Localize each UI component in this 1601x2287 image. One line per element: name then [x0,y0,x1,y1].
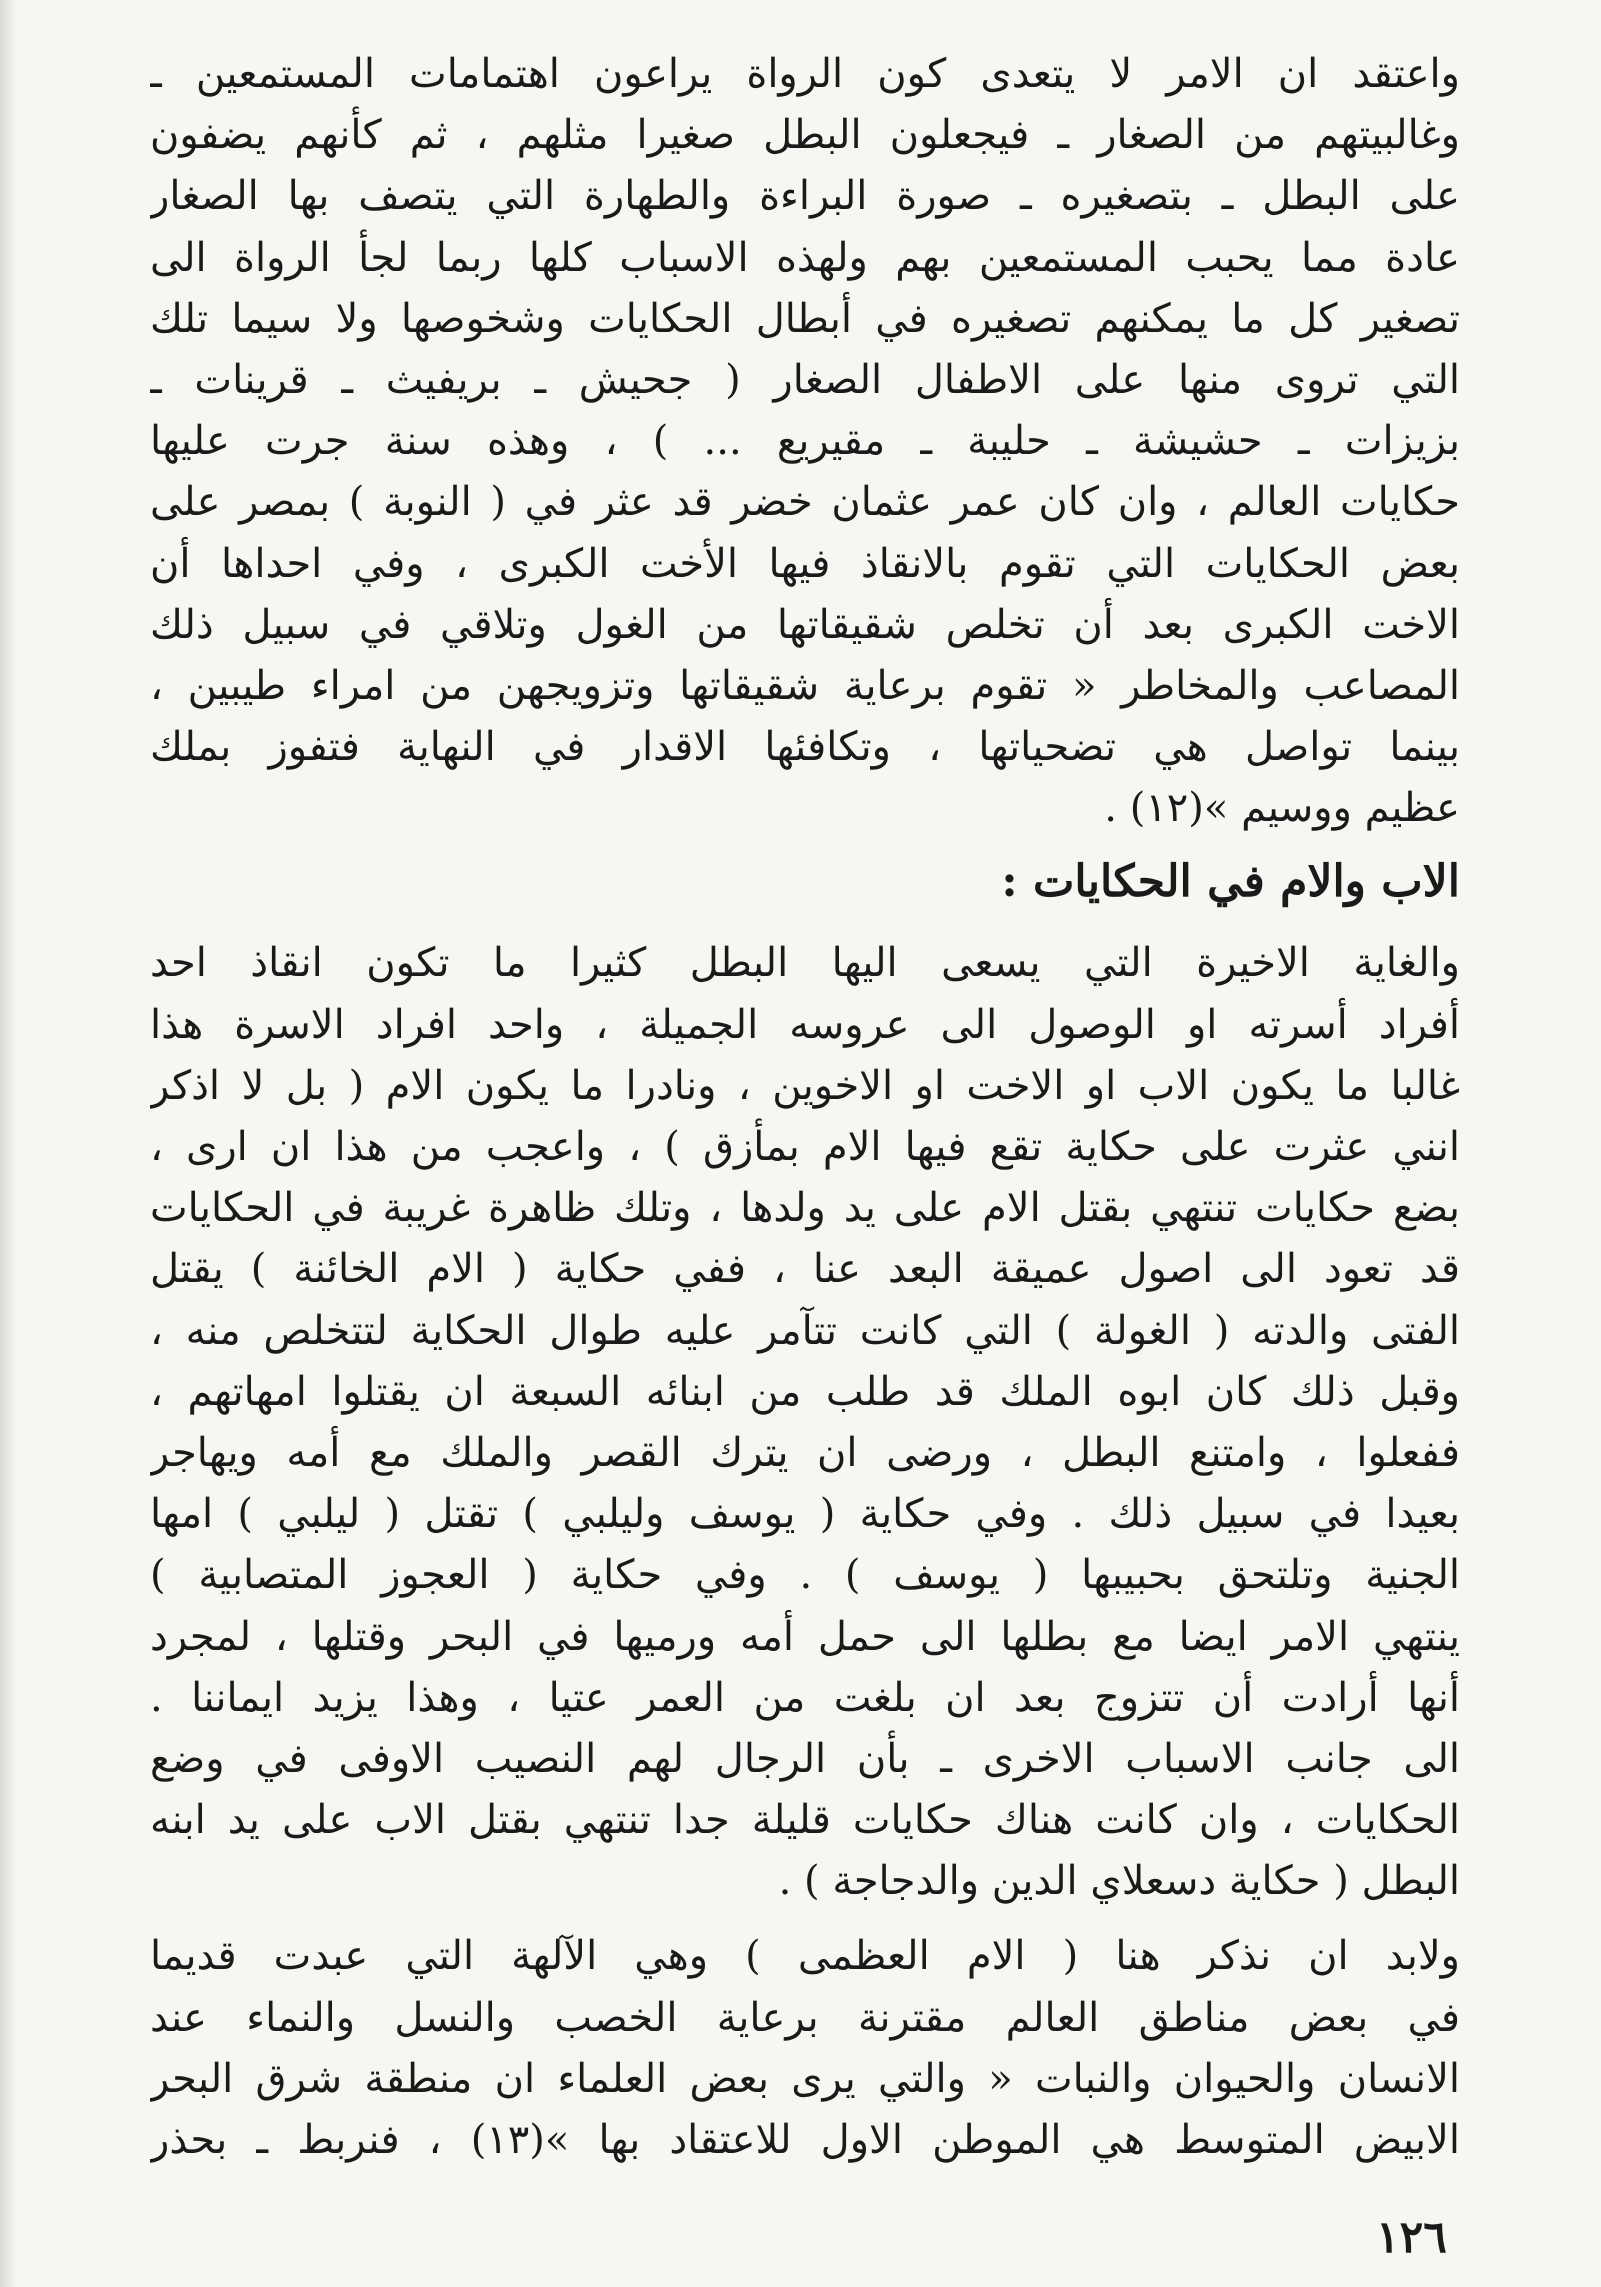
text-line: تصغير كل ما يمكنهم تصغيره في أبطال الحكايات وشخوصها ولا سيما تلك [150,295,1460,342]
text-line: على البطل ـ بتصغيره ـ صورة البراءة والطهارة التي يتصف بها الصغار [150,173,1460,220]
scan-edge-shadow [0,0,16,2287]
text-line: التي تروى منها على الاطفال الصغار ( جحيش ـ بريفيث ـ قرينات ـ [150,356,1460,403]
text-line: ينتهي الامر ايضا مع بطلها الى حمل أمه ورميها في البحر وقتلها ، لمجرد [150,1613,1460,1660]
text-line: المصاعب والمخاطر « تقوم برعاية شقيقاتها وتزويجهن من امراء طيبين ، [150,662,1460,709]
text-line: بزيزات ـ حشيشة ـ حليبة ـ مقيريع ... ) ، وهذه سنة جرت عليها [150,418,1460,465]
text-line: بينما تواصل هي تضحياتها ، وتكافئها الاقدار في النهاية فتفوز بملك [150,724,1460,771]
text-body [150,44,1460,2171]
text-line: بعض الحكايات التي تقوم بالانقاذ فيها الأخت الكبرى ، وفي احداها أن [150,540,1460,587]
text-line: بعيدا في سبيل ذلك . وفي حكاية ( يوسف وليلبي ) تقتل ( ليلبي ) امها [150,1491,1460,1538]
text-line: الابيض المتوسط هي الموطن الاول للاعتقاد بها »(١٣) ، فنربط ـ بحذر [150,2117,1460,2163]
text-line: أنها أرادت أن تتزوج بعد ان بلغت من العمر عتيا ، وهذا يزيد ايماننا . [150,1674,1460,1721]
section-heading: الاب والام في الحكايات : [1001,856,1460,908]
text-line: حكايات العالم ، وان كان عمر عثمان خضر قد عثر في ( النوبة ) بمصر على [150,479,1460,526]
text-line: والغاية الاخيرة التي يسعى اليها البطل كثيرا ما تكون انقاذ احد [150,940,1460,987]
text-line: عظيم ووسيم »(١٢) . [1104,785,1460,832]
text-line: ففعلوا ، وامتنع البطل ، ورضى ان يترك القصر والملك مع أمه ويهاجر [150,1429,1460,1476]
text-line: الاخت الكبرى بعد أن تخلص شقيقاتها من الغول وتلاقي في سبيل ذلك [150,601,1460,648]
text-line: الفتى والدته ( الغولة ) التي كانت تتآمر عليه طوال الحكاية لتتخلص منه ، [150,1307,1460,1354]
text-line: في بعض مناطق العالم مقترنة برعاية الخصب والنسل والنماء عند [150,1994,1460,2041]
paragraph-3 [150,1926,1460,2171]
text-line: قد تعود الى اصول عميقة البعد عنا ، ففي حكاية ( الام الخائنة ) يقتل [150,1246,1460,1293]
text-line: الى جانب الاسباب الاخرى ـ بأن الرجال لهم النصيب الاوفى في وضع [150,1735,1460,1782]
text-line: وقبل ذلك كان ابوه الملك قد طلب من ابنائه السبعة ان يقتلوا امهاتهم ، [150,1368,1460,1415]
text-line: الحكايات ، وان كانت هناك حكايات قليلة جدا تنتهي بقتل الاب على يد ابنه [150,1797,1460,1844]
text-line: انني عثرت على حكاية تقع فيها الام بمأزق ) ، واعجب من هذا ان ارى ، [150,1124,1460,1170]
paragraph-1 [150,44,1460,839]
text-line: وغالبيتهم من الصغار ـ فيجعلون البطل صغيرا مثلهم ، ثم كأنهم يضفون [150,112,1460,159]
text-line: الجنية وتلتحق بحبيبها ( يوسف ) . وفي حكاية ( العجوز المتصابية ) [150,1552,1460,1599]
text-line: واعتقد ان الامر لا يتعدى كون الرواة يراعون اهتمامات المستمعين ـ [150,51,1460,97]
text-line: الانسان والحيوان والنبات « والتي يرى بعض العلماء ان منطقة شرق البحر [150,2055,1460,2102]
text-line: أفراد أسرته او الوصول الى عروسه الجميلة ، واحد افراد الاسرة هذا [150,1001,1460,1048]
text-line: بضع حكايات تنتهي بقتل الام على يد ولدها ، وتلك ظاهرة غريبة في الحكايات [150,1185,1460,1232]
text-line: غالبا ما يكون الاب او الاخت او الاخوين ، ونادرا ما يكون الام ( بل لا اذكر [150,1062,1460,1109]
paragraph-spacer [150,1912,1460,1926]
text-line: عادة مما يحبب المستمعين بهم ولهذه الاسباب كلها ربما لجأ الرواة الى [150,234,1460,281]
text-line: ولابد ان نذكر هنا ( الام العظمى ) وهي الآلهة التي عبدت قديما [150,1933,1460,1980]
paragraph-2 [150,933,1460,1912]
page-number: ١٢٦ [1376,2212,1447,2263]
text-line: البطل ( حكاية دسعلاي الدين والدجاجة ) . [778,1858,1460,1905]
